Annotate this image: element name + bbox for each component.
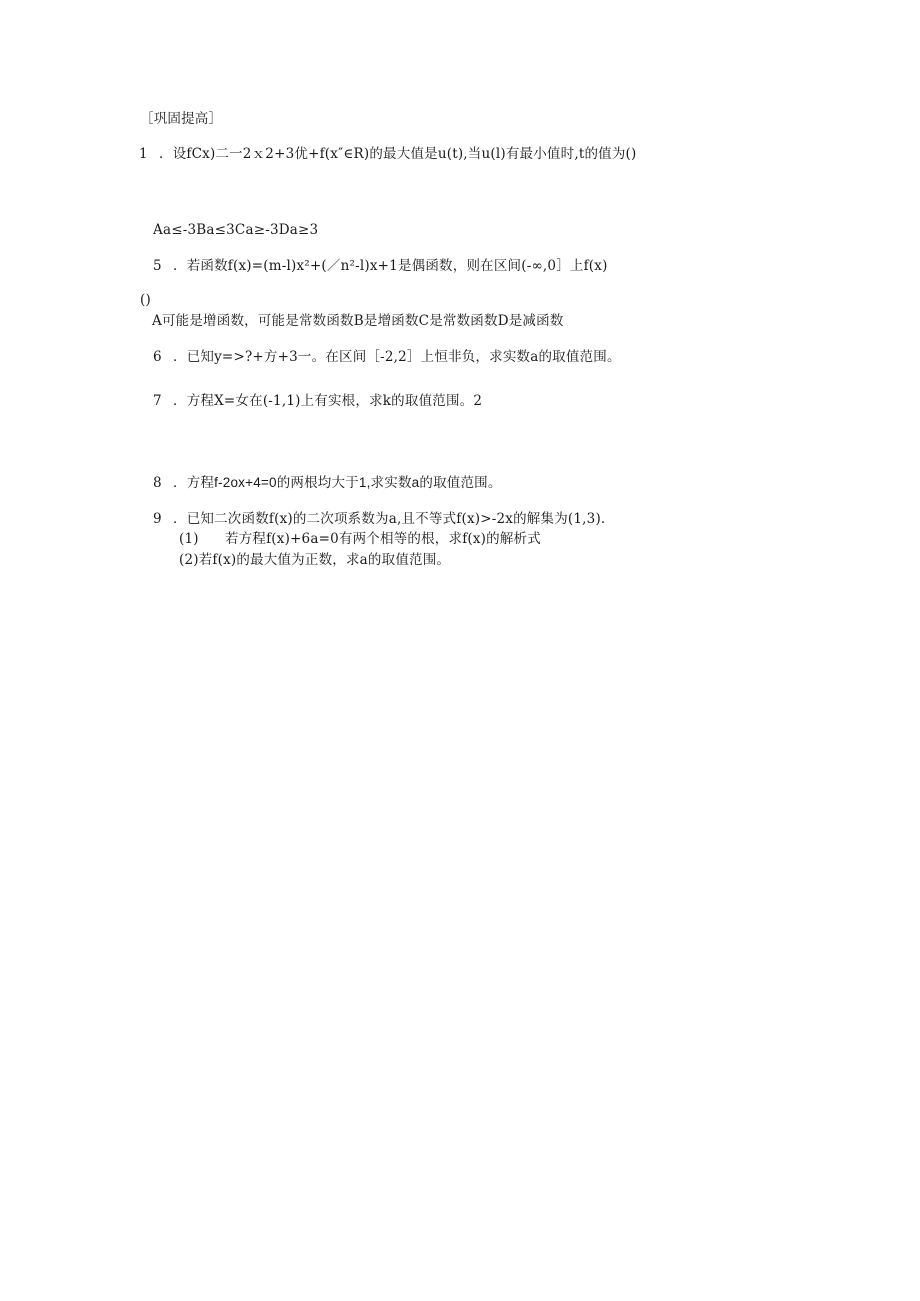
sub-question-label: (1) (179, 531, 199, 547)
question-number: 5 (153, 258, 162, 274)
question-9-sub-2: (2)若f(x)的最大值为正数，求a的取值范围。 (179, 552, 451, 568)
question-number: 7 (153, 393, 162, 409)
question-number: 8 (153, 475, 162, 491)
question-text: ．设fCx)二一2ｘ2+3优+f(x″∈R)的最大值是u(t),当u(l)有最小值时,t的值为() (159, 146, 637, 162)
section-title: ［巩固提高］ (140, 111, 223, 127)
question-number: 9 (153, 511, 162, 527)
question-text: ．已知y=>?+方+3一。在区间［-2,2］上恒非负，求实数a的取值范围。 (173, 349, 621, 365)
question-text: ．方程X=女在(-1,1)上有实根，求k的取值范围。2 (173, 393, 483, 409)
question-text: ．已知二次函数f(x)的二次项系数为a,且不等式f(x)>-2x的解集为(1,3). (173, 511, 606, 527)
question-text: ．方程f-2ox+4=0的两根均大于1,求实数a的取值范围。 (173, 475, 502, 490)
question-6 (153, 348, 621, 366)
question-9 (153, 510, 605, 528)
question-1-options: Aa≤-3Ba≤3Ca≥-3Da≥3 (153, 222, 319, 238)
question-9-sub-1 (179, 530, 541, 548)
question-5-paren: () (140, 292, 151, 308)
question-8 (153, 474, 502, 492)
sub-question-text: 若方程f(x)+6a=0有两个相等的根，求f(x)的解析式 (225, 531, 541, 547)
question-number: 1 (139, 146, 148, 162)
question-text: ．若函数f(x)=(m-l)x²+(／n²-l)x+1是偶函数，则在区间(-∞,0］上f(x) (173, 258, 608, 274)
question-5 (153, 257, 608, 275)
question-1 (139, 145, 636, 163)
question-5-options: A可能是增函数，可能是常数函数B是增函数C是常数函数D是减函数 (152, 313, 564, 329)
question-7 (153, 392, 482, 410)
question-number: 6 (153, 349, 162, 365)
